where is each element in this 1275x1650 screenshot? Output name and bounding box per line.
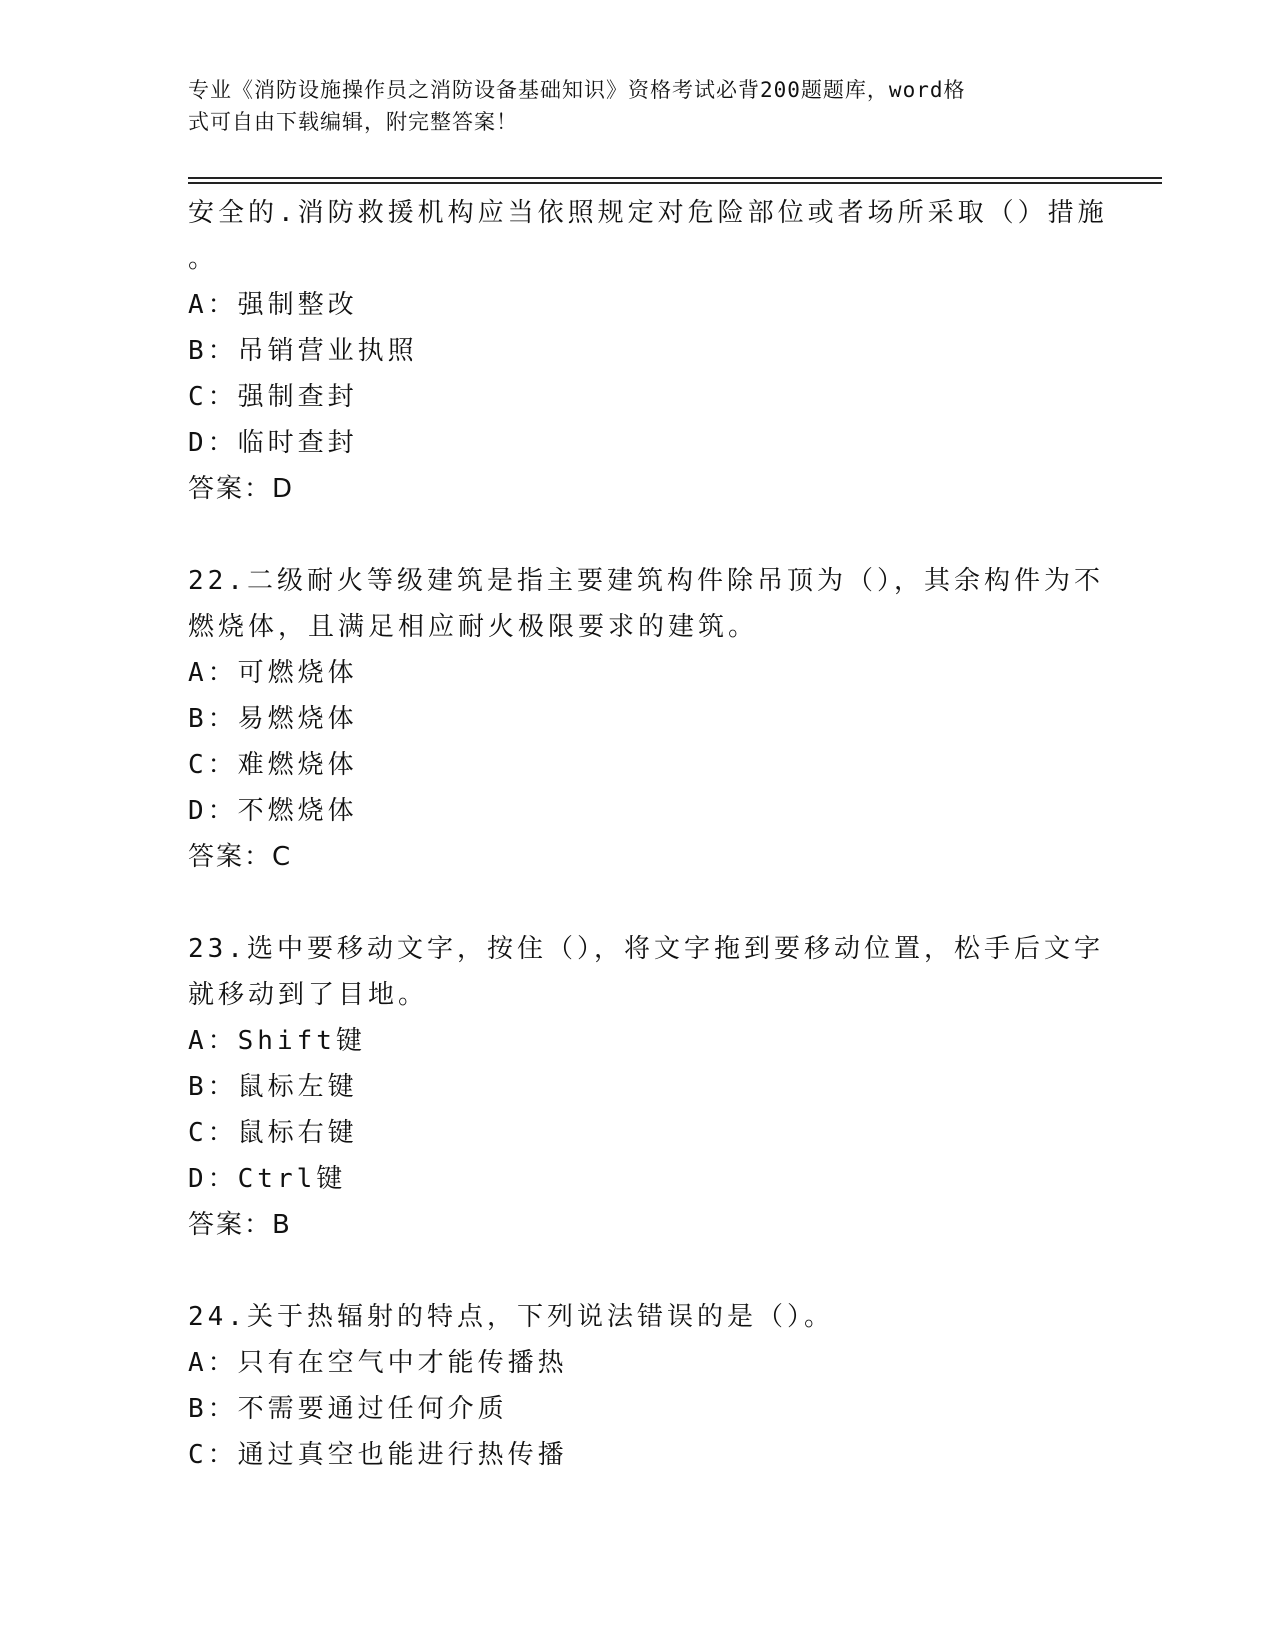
- question-block-24: [188, 1294, 1078, 1478]
- option-b: B：易燃烧体: [188, 704, 358, 734]
- option-a: A：Shift键: [188, 1026, 366, 1056]
- question-text-line: 。: [188, 244, 219, 274]
- option-b: B：鼠标左键: [188, 1072, 358, 1102]
- document-header: [188, 74, 1088, 138]
- option-c: C：鼠标右键: [188, 1118, 358, 1148]
- question-text-line: 燃烧体，且满足相应耐火极限要求的建筑。: [188, 612, 759, 642]
- answer-label: 答案：D: [188, 474, 295, 504]
- answer-label: 答案：B: [188, 1210, 292, 1240]
- question-block-continued: [188, 190, 1108, 512]
- header-divider-bottom: [188, 182, 1162, 184]
- question-text-line: 就移动到了目地。: [188, 980, 429, 1010]
- question-list: [188, 190, 1108, 1478]
- question-text-line: 22.二级耐火等级建筑是指主要建筑构件除吊顶为（），其余构件为不: [188, 566, 1104, 596]
- answer-label: 答案：C: [188, 842, 293, 872]
- option-c: C：通过真空也能进行热传播: [188, 1440, 568, 1470]
- option-a: A：可燃烧体: [188, 658, 358, 688]
- question-block-22: [188, 558, 1104, 880]
- option-c: C：强制查封: [188, 382, 358, 412]
- question-text-line: 24.关于热辐射的特点，下列说法错误的是（）。: [188, 1302, 834, 1332]
- header-divider-top: [188, 177, 1162, 179]
- question-text-line: 安全的.消防救援机构应当依照规定对危险部位或者场所采取（）措施: [188, 198, 1108, 228]
- option-a: A：只有在空气中才能传播热: [188, 1348, 568, 1378]
- question-block-23: [188, 926, 1104, 1248]
- option-a: A：强制整改: [188, 290, 358, 320]
- option-d: D：临时查封: [188, 428, 358, 458]
- option-d: D：不燃烧体: [188, 796, 358, 826]
- option-b: B：吊销营业执照: [188, 336, 418, 366]
- option-c: C：难燃烧体: [188, 750, 358, 780]
- option-b: B：不需要通过任何介质: [188, 1394, 508, 1424]
- header-title-line-1: 专业《消防设施操作员之消防设备基础知识》资格考试必背200题题库，word格: [188, 78, 966, 102]
- option-d: D：Ctrl键: [188, 1164, 347, 1194]
- question-text-line: 23.选中要移动文字，按住（），将文字拖到要移动位置，松手后文字: [188, 934, 1104, 964]
- header-title-line-2: 式可自由下载编辑，附完整答案！: [188, 110, 518, 134]
